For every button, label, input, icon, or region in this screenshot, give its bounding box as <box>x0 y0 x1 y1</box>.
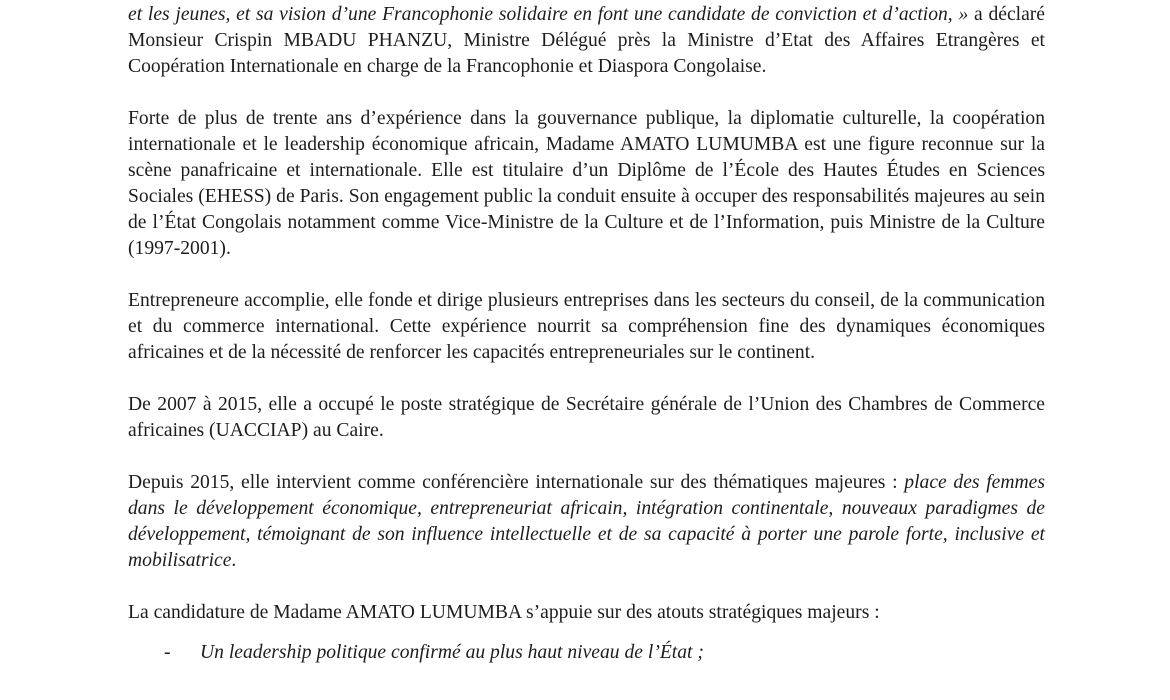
paragraph-quote-end <box>128 0 1045 80</box>
paragraph-conferences <box>128 470 1045 574</box>
list-dash: - <box>164 642 171 663</box>
quote-attribution: a déclaré Monsieur Crispin MBADU PHANZU, Ministre Délégué près la Ministre d’Etat des Affaires Etrangères et Coopération Internationale en charge de la Francophonie et Diaspora Congolaise. <box>128 4 1046 77</box>
list-item-text: Un leadership politique confirmé au plus haut niveau de l’État ; <box>200 642 704 663</box>
conferences-text: Depuis 2015, elle intervient comme conférencière internationale sur des thématiques majeures : <box>128 472 905 493</box>
conferences-end: . <box>231 550 237 571</box>
paragraph-entrepreneur: Entrepreneure accomplie, elle fonde et dirige plusieurs entreprises dans les secteurs du conseil, de la communication et du commerce international. Cette expérience nourrit sa compréhension fine des dynamiques économiques africaines et de la nécessité de renforcer les capacités entrepreneuriales sur le continent. <box>128 290 1045 363</box>
italic-quote: et les jeunes, et sa vision d’une Francophonie solidaire en font une candidate de conviction et d’action, » <box>128 4 969 25</box>
atouts-list <box>128 640 1045 666</box>
list-item <box>128 640 1045 666</box>
paragraph-experience: Forte de plus de trente ans d’expérience dans la gouvernance publique, la diplomatie culturelle, la coopération internationale et le leadership économique africain, Madame AMATO LUMUMBA est une figure reconnue sur la scène panafricaine et internationale. Elle est titulaire d’un Diplôme de l’École des Hautes Études en Sciences Sociales (EHESS) de Paris. Son engagement public la conduit ensuite à occuper des responsabilités majeures au sein de l’État Congolais notamment comme Vice-Ministre de la Culture et de l’Information, puis Ministre de la Culture (1997-2001). <box>128 108 1045 259</box>
paragraph-uacciap: De 2007 à 2015, elle a occupé le poste stratégique de Secrétaire générale de l’Union des Chambres de Commerce africaines (UACCIAP) au Caire. <box>128 394 1045 441</box>
paragraph-atouts: La candidature de Madame AMATO LUMUMBA s’appuie sur des atouts stratégiques majeurs : <box>128 602 880 623</box>
document-page <box>128 0 1045 666</box>
conferences-topics: place des femmes dans le développement économique, entrepreneuriat africain, intégration continentale, nouveaux paradigmes de développement, témoignant de son influence intellectuelle et de sa capacité à porter une parole forte, inclusive et mobilisatrice <box>128 472 1045 571</box>
